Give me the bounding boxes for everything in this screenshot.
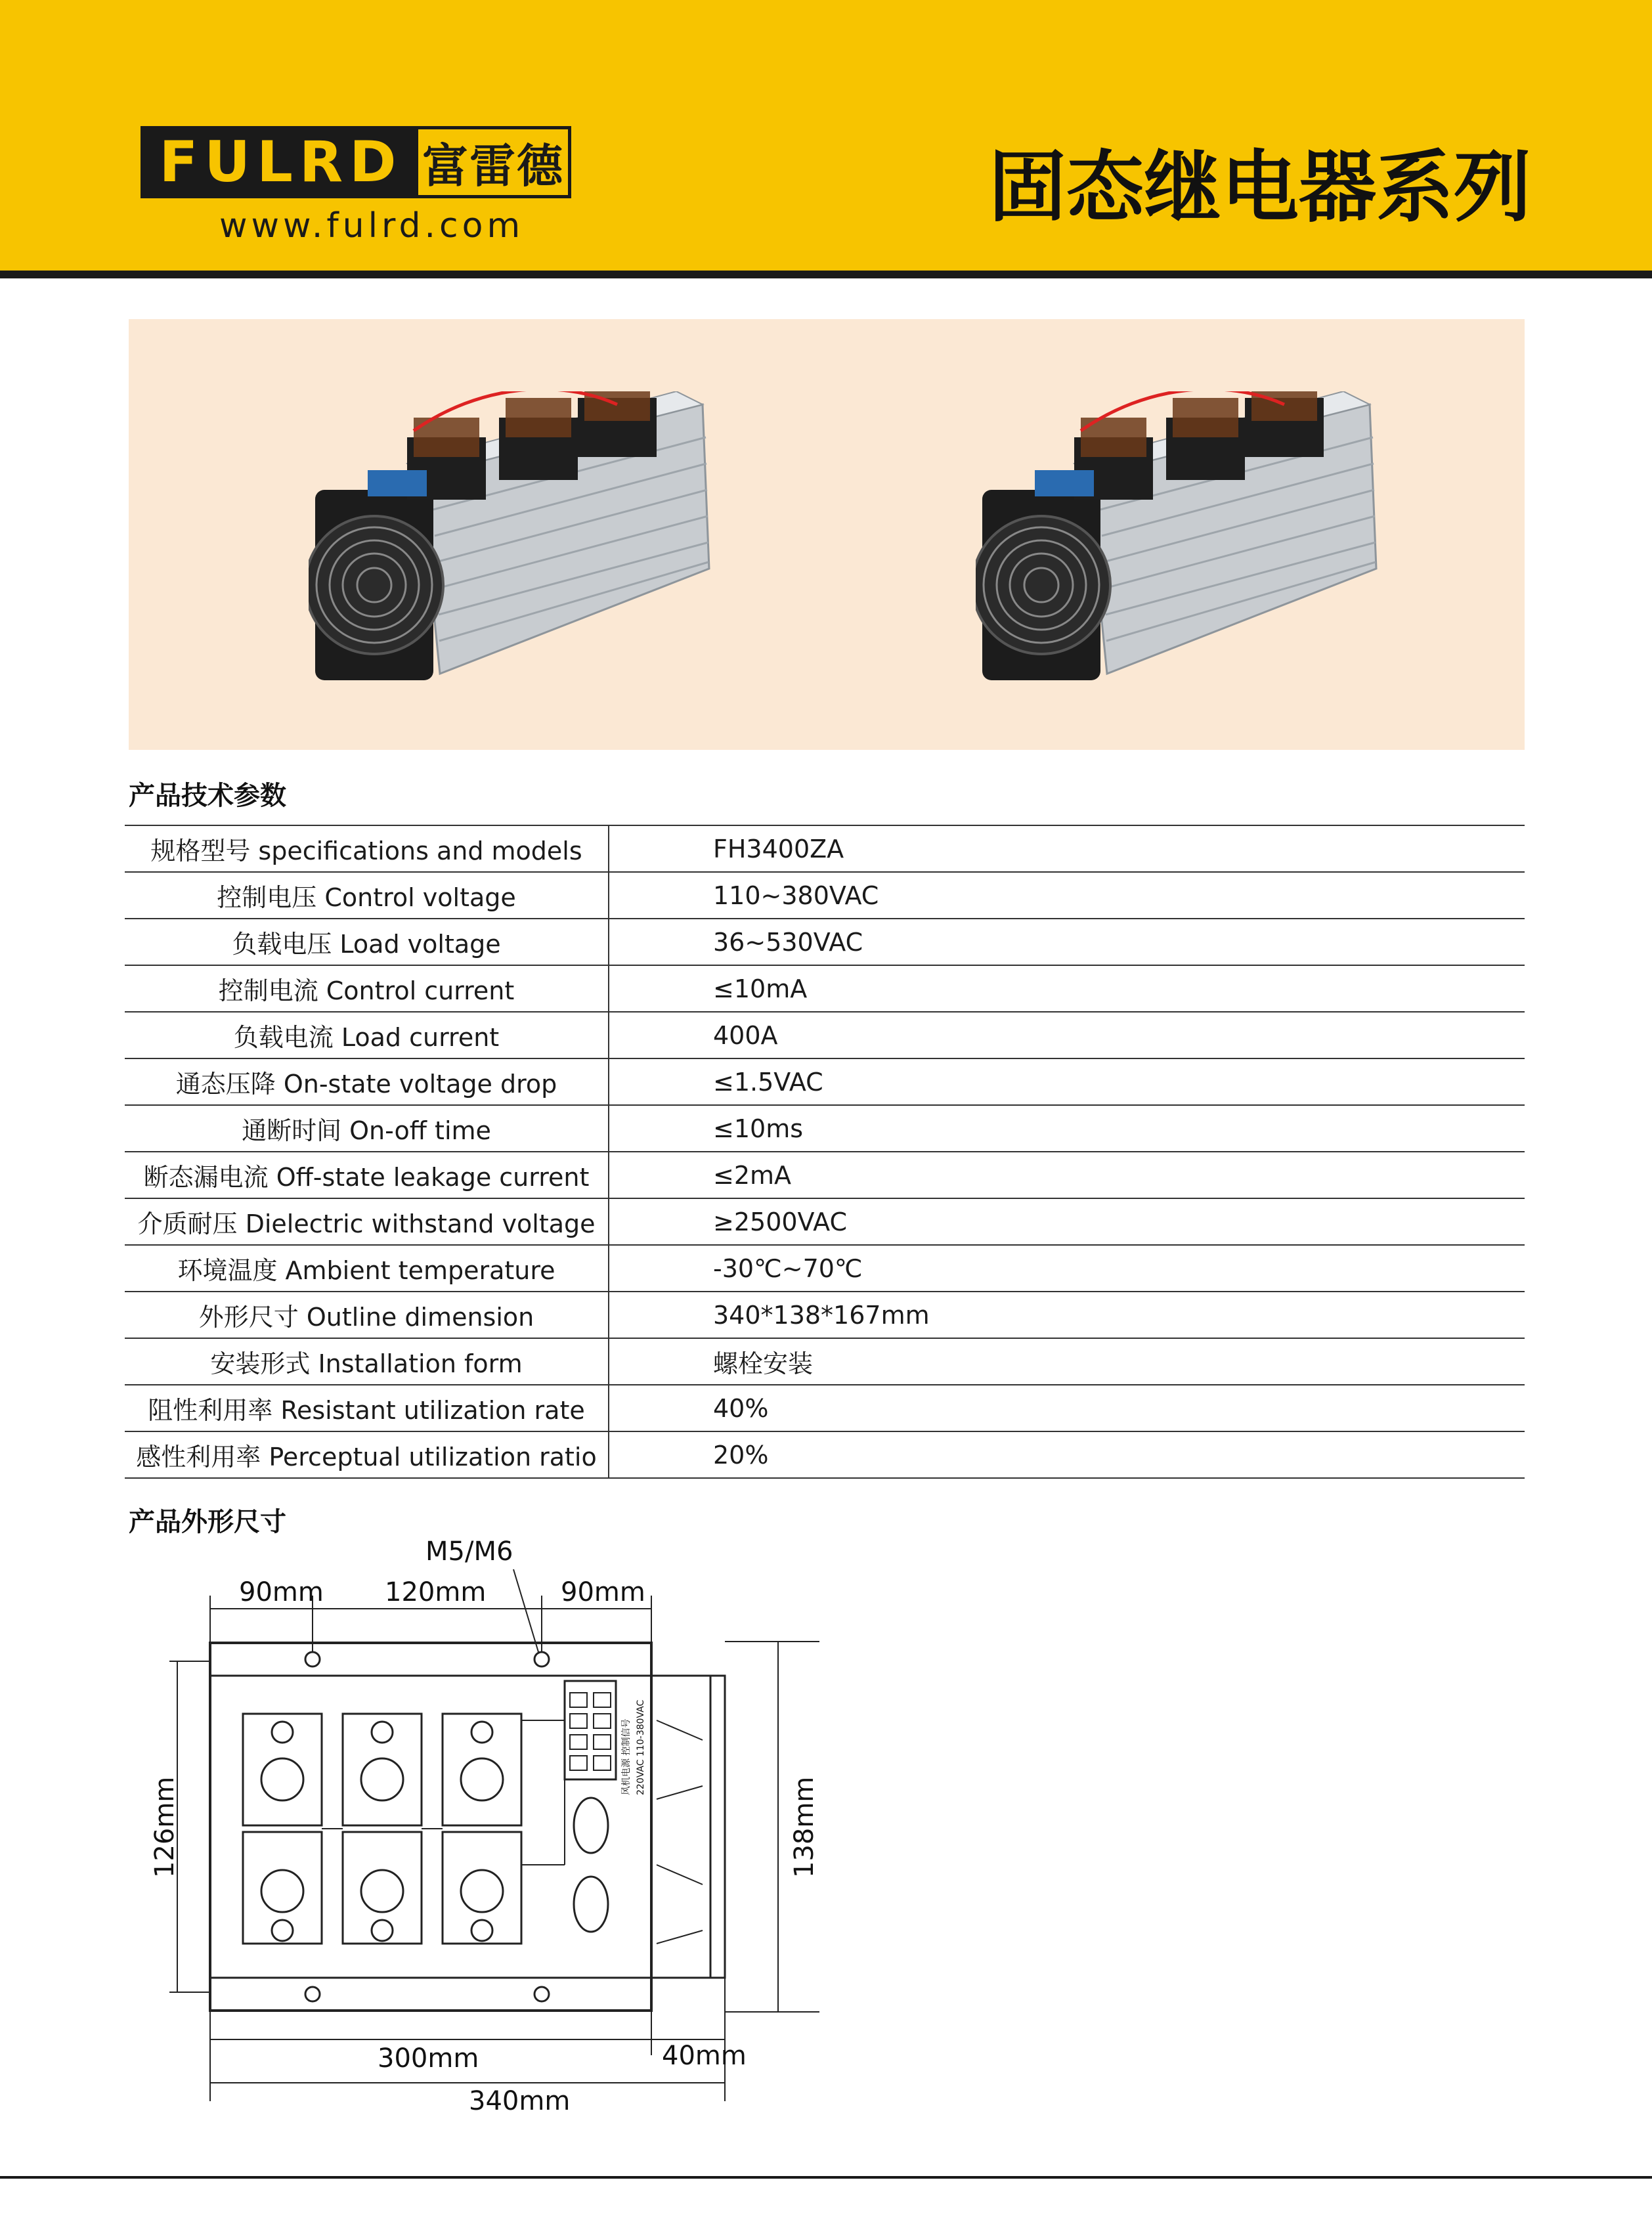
table-row	[125, 919, 1525, 965]
terminal-label-a: 风机电源 控制信号	[621, 1718, 632, 1795]
spec-table	[125, 825, 1525, 1479]
dim-bottom-total: 340mm	[469, 2086, 571, 2114]
spec-param: 环境温度 Ambient temperature	[125, 1245, 609, 1292]
spec-value: FH3400ZA	[609, 825, 1525, 872]
solid-state-relay-unit-image	[309, 391, 709, 680]
logo-brand-text: FULRD	[144, 129, 418, 195]
brand-logo	[141, 126, 571, 198]
table-row	[125, 1292, 1525, 1338]
terminal-label-b: 220VAC 110-380VAC	[636, 1699, 646, 1795]
table-row	[125, 1105, 1525, 1152]
spec-param: 控制电流 Control current	[125, 965, 609, 1012]
spec-value: ≤2mA	[609, 1152, 1525, 1198]
logo-brand-cn: 富雷德	[422, 139, 564, 193]
dim-bottom-fan: 40mm	[662, 2041, 747, 2071]
spec-param: 通态压降 On-state voltage drop	[125, 1058, 609, 1105]
spec-param: 控制电压 Control voltage	[125, 872, 609, 919]
footer-divider	[0, 2176, 1652, 2179]
spec-param: 负载电流 Load current	[125, 1012, 609, 1058]
dim-bottom-base: 300mm	[378, 2043, 479, 2074]
spec-param: 负载电压 Load voltage	[125, 919, 609, 965]
website-url: www.fulrd.com	[219, 206, 525, 246]
spec-value: 110~380VAC	[609, 872, 1525, 919]
table-row	[125, 1012, 1525, 1058]
dim-left-height: 126mm	[150, 1776, 180, 1878]
dimension-drawing	[131, 1523, 880, 2114]
spec-value: 340*138*167mm	[609, 1292, 1525, 1338]
spec-value: ≤1.5VAC	[609, 1058, 1525, 1105]
dim-screw-size: M5/M6	[425, 1536, 513, 1567]
dimension-drawing-svg	[131, 1523, 880, 2114]
dimensions-section-title: 产品外形尺寸	[129, 1507, 286, 1537]
spec-param: 感性利用率 Perceptual utilization ratio	[125, 1431, 609, 1478]
dim-top-left: 90mm	[239, 1577, 324, 1607]
product-photo-band	[129, 319, 1525, 750]
dim-right-height: 138mm	[789, 1776, 819, 1878]
table-row	[125, 1245, 1525, 1292]
dim-top-mid: 120mm	[385, 1577, 487, 1607]
spec-value: ≤10ms	[609, 1105, 1525, 1152]
spec-value: 36~530VAC	[609, 919, 1525, 965]
spec-param: 通断时间 On-off time	[125, 1105, 609, 1152]
spec-param: 安装形式 Installation form	[125, 1338, 609, 1385]
product-photo-right	[976, 391, 1389, 700]
product-photo-left	[309, 391, 722, 700]
spec-param: 外形尺寸 Outline dimension	[125, 1292, 609, 1338]
table-row	[125, 1338, 1525, 1385]
table-row	[125, 965, 1525, 1012]
spec-param: 规格型号 specifications and models	[125, 825, 609, 872]
spec-param: 介质耐压 Dielectric withstand voltage	[125, 1198, 609, 1245]
specs-section-title: 产品技术参数	[129, 781, 286, 811]
table-row	[125, 825, 1525, 872]
spec-value: 40%	[609, 1385, 1525, 1431]
table-row	[125, 1058, 1525, 1105]
table-row	[125, 1198, 1525, 1245]
spec-param: 断态漏电流 Off-state leakage current	[125, 1152, 609, 1198]
table-row	[125, 872, 1525, 919]
spec-value: ≤10mA	[609, 965, 1525, 1012]
table-row	[125, 1385, 1525, 1431]
header-divider	[0, 271, 1652, 278]
spec-param: 阻性利用率 Resistant utilization rate	[125, 1385, 609, 1431]
spec-value: 400A	[609, 1012, 1525, 1058]
solid-state-relay-unit-image	[976, 391, 1376, 680]
spec-value: ≥2500VAC	[609, 1198, 1525, 1245]
table-row	[125, 1431, 1525, 1478]
spec-value: -30℃~70℃	[609, 1245, 1525, 1292]
table-row	[125, 1152, 1525, 1198]
spec-value: 20%	[609, 1431, 1525, 1478]
page-title: 固态继电器系列	[988, 142, 1531, 232]
dim-top-right: 90mm	[561, 1577, 645, 1607]
spec-value: 螺栓安装	[609, 1338, 1525, 1385]
